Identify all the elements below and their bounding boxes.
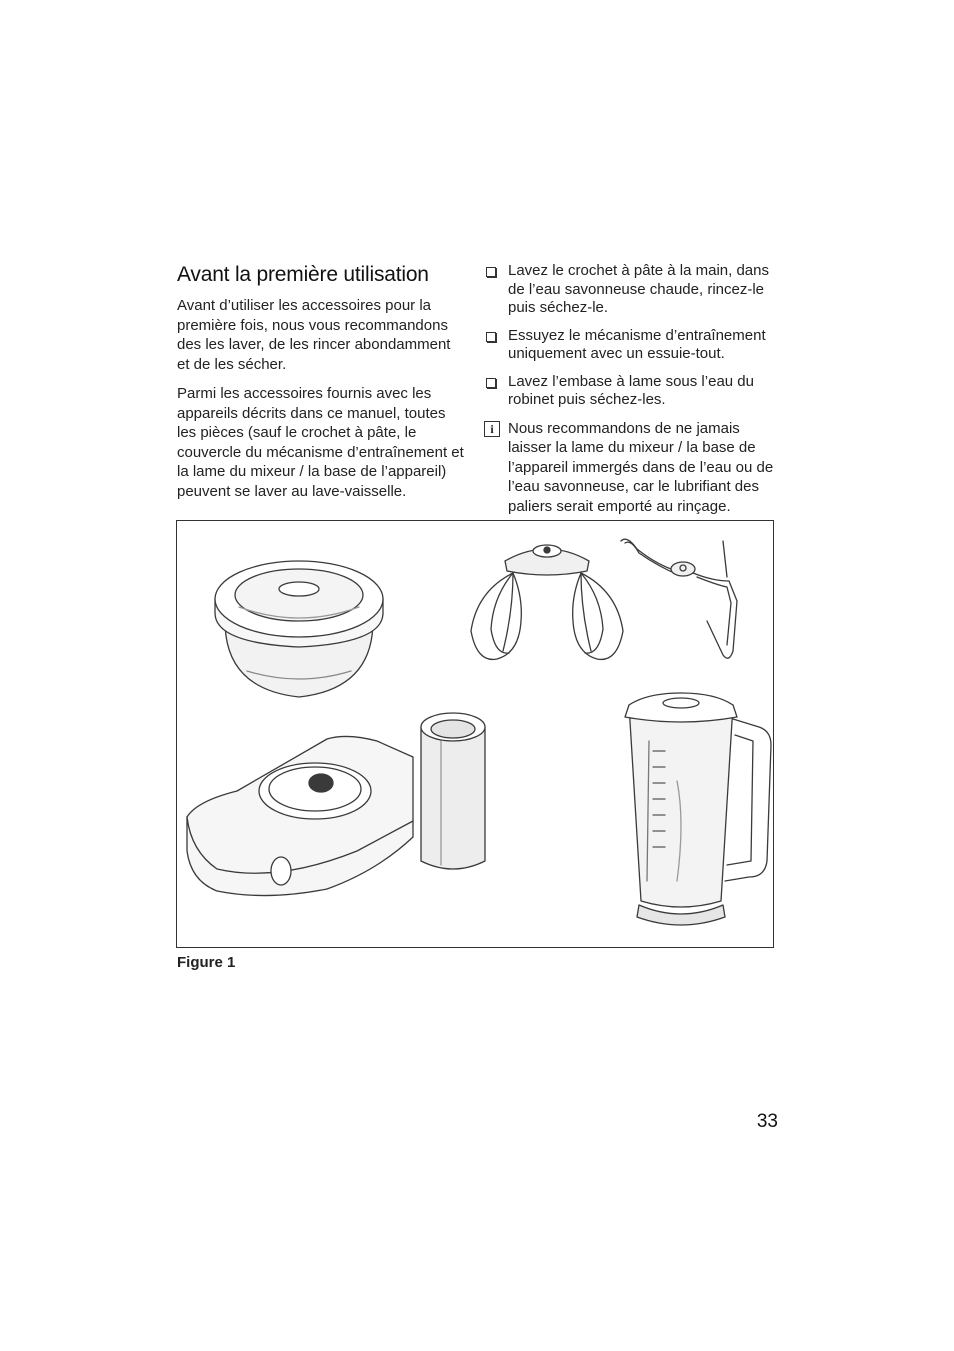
- page-title: Avant la première utilisation: [177, 263, 429, 286]
- info-icon: i: [484, 421, 500, 437]
- page-number: 33: [756, 1111, 778, 1132]
- dough-hook-illustration: [621, 539, 737, 658]
- left-column: [177, 262, 467, 511]
- right-column: [484, 262, 779, 525]
- intro-paragraph: Avant d’utiliser les accessoires pour la première fois, nous vous recommandons des les laver, de les rincer abondamment et de les sécher.: [177, 297, 451, 373]
- food-processor-base-illustration: [187, 713, 485, 896]
- instruction-text: Essuyez le mécanisme d’entraînement uniquement avec un essuie-tout.: [508, 326, 766, 362]
- checkbox-bullet-icon: [486, 332, 496, 342]
- figure-1-illustration: [176, 520, 774, 948]
- info-note: [484, 419, 779, 517]
- instruction-item: [484, 262, 779, 318]
- mixing-bowl-illustration: [215, 561, 383, 697]
- blender-jug-illustration: [625, 693, 771, 925]
- instruction-item: [484, 327, 779, 364]
- instruction-text: Lavez le crochet à pâte à la main, dans de l’eau savonneuse chaude, rincez-le puis séchez-le.: [508, 262, 769, 316]
- whisk-illustration: [471, 545, 623, 659]
- checkbox-bullet-icon: [486, 267, 496, 277]
- instruction-text: Lavez l’embase à lame sous l’eau du robinet puis séchez-les.: [508, 372, 754, 408]
- figure-caption: Figure 1: [177, 954, 236, 971]
- dishwasher-paragraph: Parmi les accessoires fournis avec les appareils décrits dans ce manuel, toutes les pièces (sauf le crochet à pâte, le couvercle du mécanisme d’entraînement et la lame du mixeur / la base de l’appareil) peuvent se laver au lave-vaisselle.: [177, 385, 464, 500]
- info-note-text: Nous recommandons de ne jamais laisser la lame du mixeur / la base de l’appareil immergés dans de l’eau ou de l’eau savonneuse, car le lubrifiant des paliers serait emporté au rinçage.: [508, 419, 774, 515]
- instruction-item: [484, 373, 779, 410]
- checkbox-bullet-icon: [486, 378, 496, 388]
